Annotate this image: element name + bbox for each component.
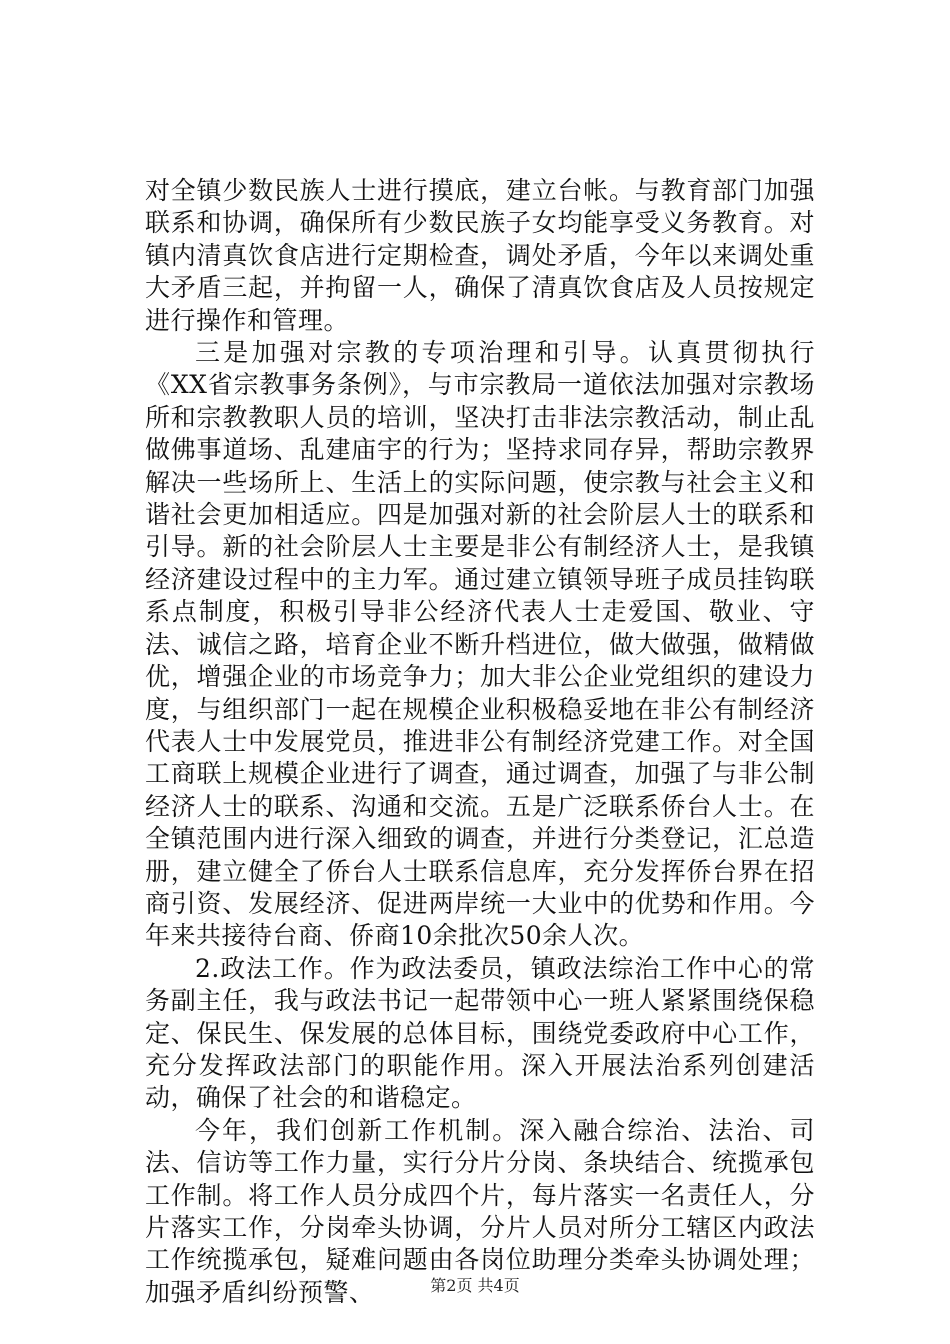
paragraph-2: 三是加强对宗教的专项治理和引导。认真贯彻执行《XX省宗教事务条例》，与市宗教局一道依法加强对宗教场所和宗教教职人员的培训，坚决打击非法宗教活动，制止乱做佛事道场、乱建庙宇的行为；坚持求同存异，帮助宗教界解决一些场所上、生活上的实际问题，使宗教与社会主义和谐社会更加相适应。四是加强对新的社会阶层人士的联系和引导。新的社会阶层人士主要是非公有制经济人士，是我镇经济建设过程中的主力军。通过建立镇领导班子成员挂钩联系点制度，积极引导非公经济代表人士走爱国、敬业、守法、诚信之路，培育企业不断升档进位，做大做强，做精做优，增强企业的市场竞争力；加大非公企业党组织的建设力度，与组织部门一起在规模企业积极稳妥地在非公有制经济代表人士中发展党员，推进非公有制经济党建工作。对全国工商联上规模企业进行了调查，通过调查，加强了与非公制经济人士的联系、沟通和交流。五是广泛联系侨台人士。在全镇范围内进行深入细致的调查，并进行分类登记，汇总造册，建立健全了侨台人士联系信息库，充分发挥侨台界在招商引资、发展经济、促进两岸统一大业中的优势和作用。今年来共接待台商、侨商10余批次50余人次。 xyxy=(145,338,815,951)
page-number: 第2页 共4页 xyxy=(430,1276,520,1295)
paragraph-4: 今年，我们创新工作机制。深入融合综治、法治、司法、信访等工作力量，实行分片分岗、条块结合、统揽承包工作制。将工作人员分成四个片，每片落实一名责任人，分片落实工作，分岗牵头协调，分片人员对所分工辖区内政法工作统揽承包，疑难问题由各岗位助理分类牵头协调处理；加强矛盾纠纷预警、 xyxy=(145,1115,815,1307)
document-body xyxy=(145,175,815,1309)
paragraph-3: 2.政法工作。作为政法委员，镇政法综治工作中心的常务副主任，我与政法书记一起带领中心一班人紧紧围绕保稳定、保民生、保发展的总体目标，围绕党委政府中心工作，充分发挥政法部门的职能作用。深入开展法治系列创建活动，确保了社会的和谐稳定。 xyxy=(145,953,815,1113)
page-footer xyxy=(0,1273,950,1296)
paragraph-1: 对全镇少数民族人士进行摸底，建立台帐。与教育部门加强联系和协调，确保所有少数民族子女均能享受义务教育。对镇内清真饮食店进行定期检查，调处矛盾，今年以来调处重大矛盾三起，并拘留一人，确保了清真饮食店及人员按规定进行操作和管理。 xyxy=(145,176,815,335)
